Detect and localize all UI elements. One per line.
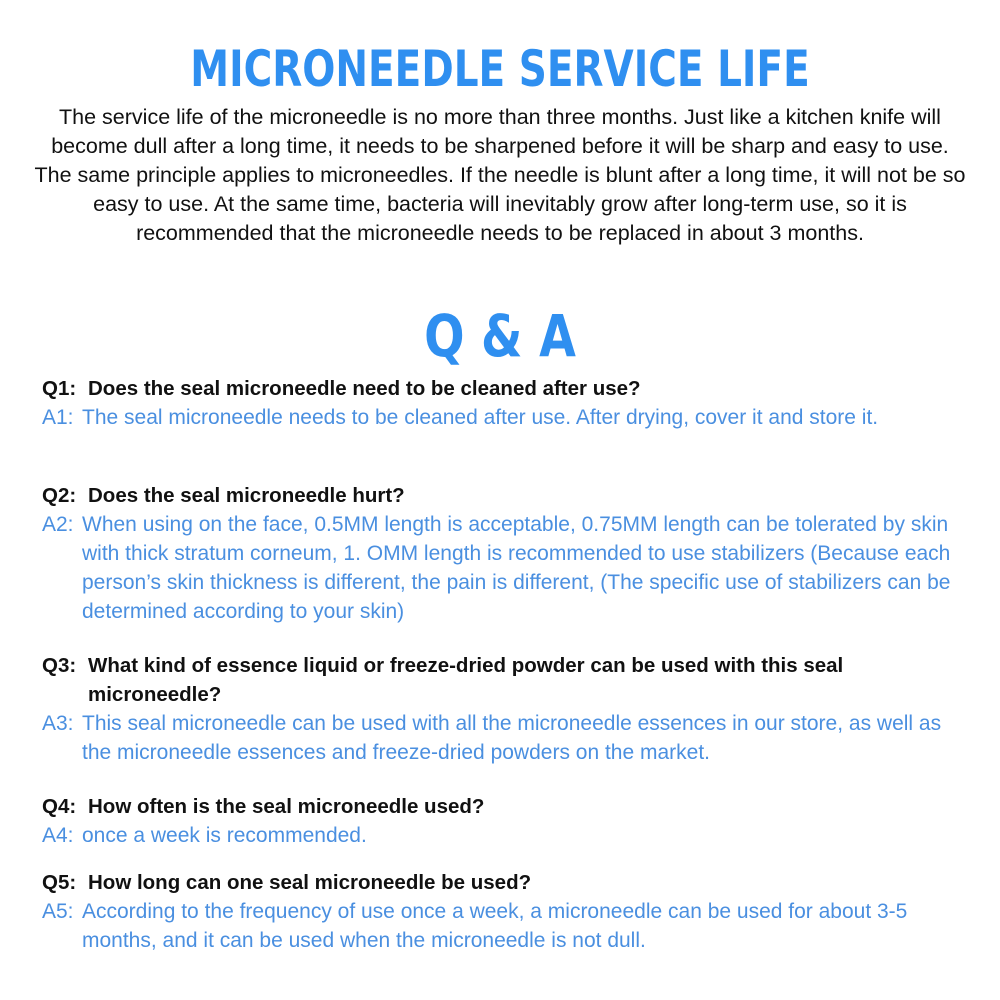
question-1 [42, 374, 972, 403]
answer-3-prefix: A3: [42, 712, 74, 735]
answer-2 [42, 510, 972, 626]
qa-item-4 [42, 792, 972, 850]
qa-item-2 [42, 481, 972, 626]
question-5-text: How long can one seal microneedle be used? [88, 871, 532, 894]
answer-2-text: When using on the face, 0.5MM length is acceptable, 0.75MM length can be tolerated by skin with thick stratum corneum, 1. OMM length is recommended to use stabilizers (Because each person’s skin thickness is different, the pain is different, (The specific use of stabilizers can be determined according to your skin) [82, 513, 951, 623]
answer-2-prefix: A2: [42, 513, 74, 536]
answer-4-text: once a week is recommended. [82, 824, 367, 847]
question-4-text: How often is the seal microneedle used? [88, 795, 485, 818]
question-3 [42, 651, 972, 709]
question-5 [42, 868, 972, 897]
question-1-prefix: Q1: [42, 377, 77, 400]
intro-paragraph: The service life of the microneedle is no more than three months. Just like a kitchen knife will become dull after a long time, it needs to be sharpened before it will be sharp and easy to use. The same principle applies to microneedles. If the needle is blunt after a long time, it will not be so easy to use. At the same time, bacteria will inevitably grow after long-term use, so it is recommended that the microneedle needs to be replaced in about 3 months. [34, 105, 966, 245]
answer-1-text: The seal microneedle needs to be cleaned after use. After drying, cover it and store it. [82, 406, 879, 429]
question-5-prefix: Q5: [42, 871, 77, 894]
question-2-text: Does the seal microneedle hurt? [88, 484, 405, 507]
qa-item-3 [42, 651, 972, 767]
question-3-text: What kind of essence liquid or freeze-dried powder can be used with this seal microneedle? [88, 654, 844, 706]
answer-5-prefix: A5: [42, 900, 74, 923]
answer-1-prefix: A1: [42, 406, 74, 429]
question-1-text: Does the seal microneedle need to be cleaned after use? [88, 377, 641, 400]
qa-item-5 [42, 868, 972, 955]
qa-item-1 [42, 374, 972, 432]
answer-5 [42, 897, 972, 955]
question-2 [42, 481, 972, 510]
answer-3 [42, 709, 972, 767]
answer-5-text: According to the frequency of use once a week, a microneedle can be used for about 3-5 months, and it can be used when the microneedle is not dull. [82, 900, 908, 952]
answer-4-prefix: A4: [42, 824, 74, 847]
qa-heading: Q & A [424, 302, 576, 370]
question-4 [42, 792, 972, 821]
question-4-prefix: Q4: [42, 795, 77, 818]
question-3-prefix: Q3: [42, 654, 77, 677]
answer-1 [42, 403, 972, 432]
page-title: MICRONEEDLE SERVICE LIFE [190, 40, 810, 98]
answer-3-text: This seal microneedle can be used with all the microneedle essences in our store, as well as the microneedle essences and freeze-dried powders on the market. [82, 712, 942, 764]
question-2-prefix: Q2: [42, 484, 77, 507]
answer-4 [42, 821, 972, 850]
